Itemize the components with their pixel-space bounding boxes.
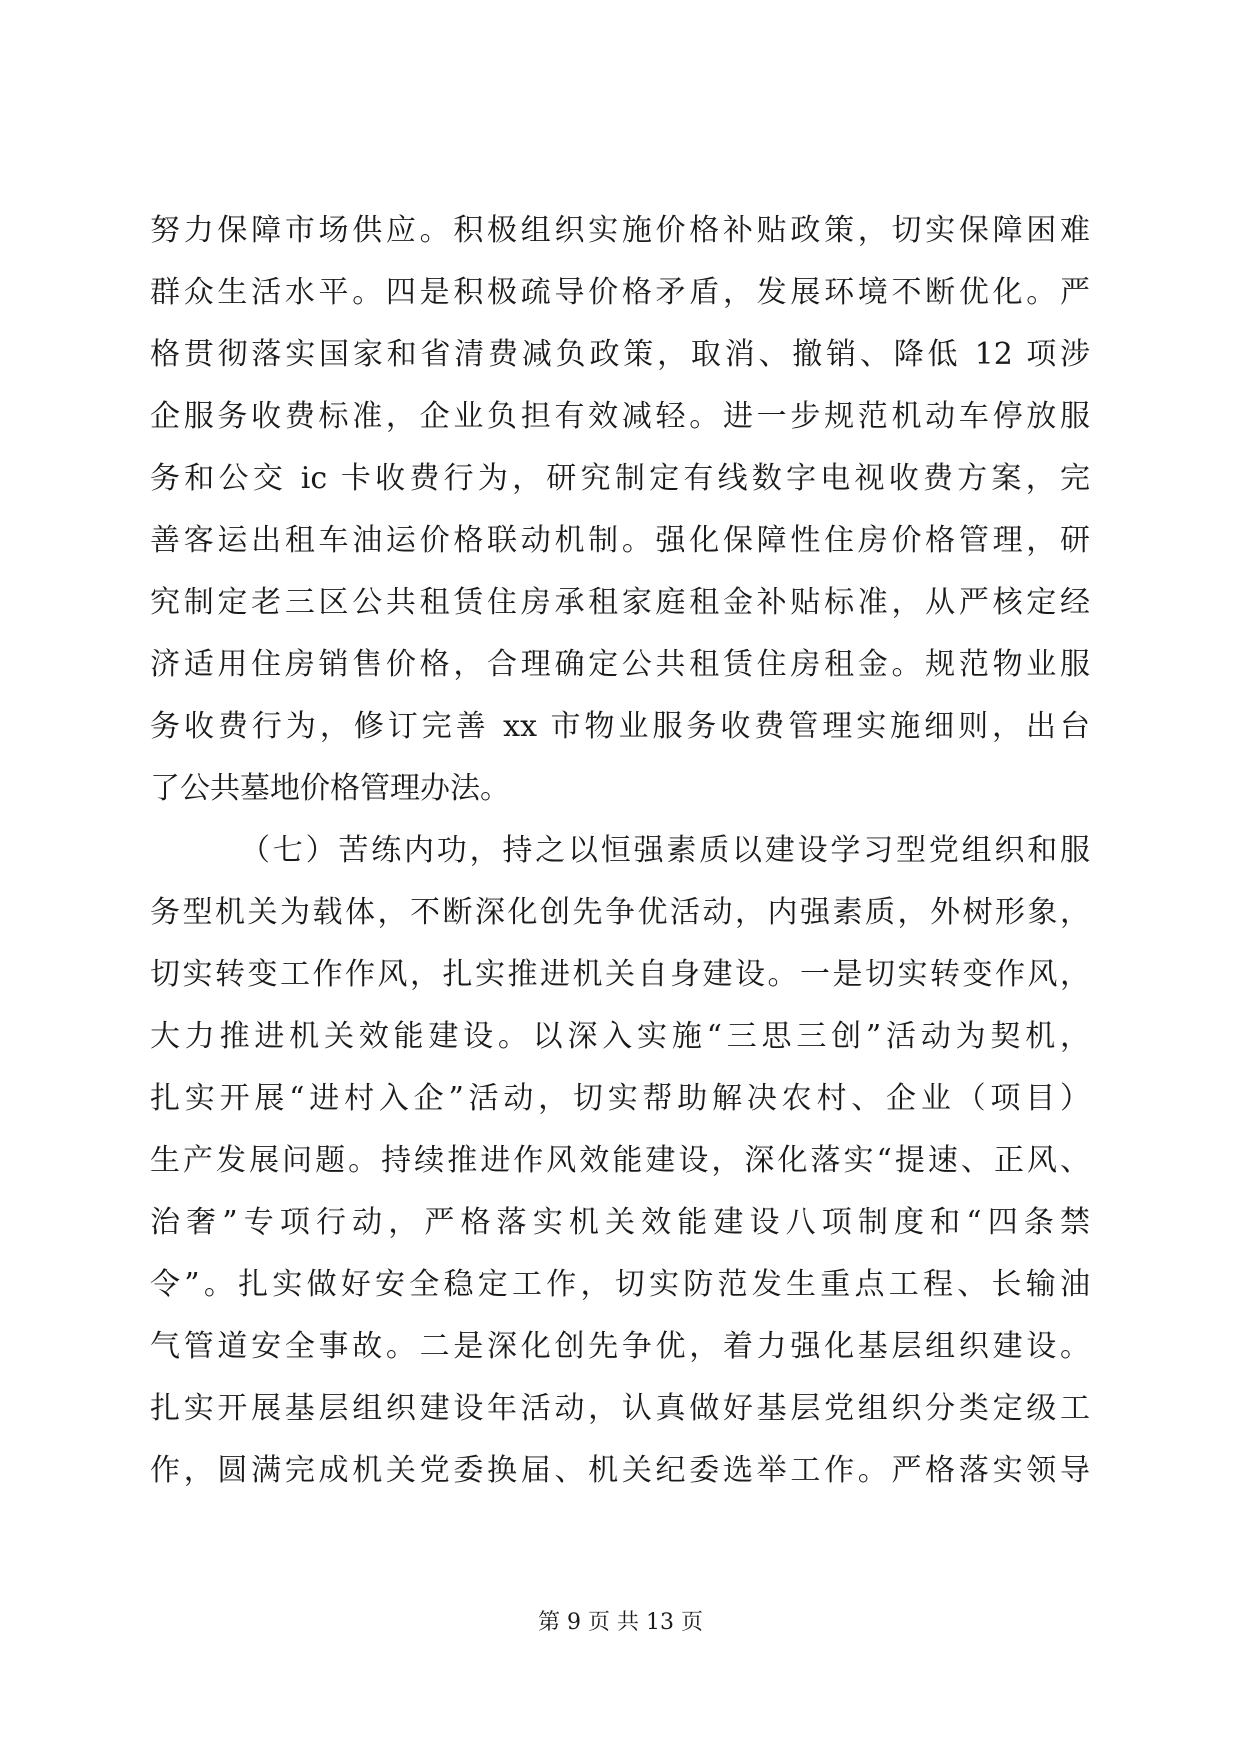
text-line: 济适用住房销售价格，合理确定公共租赁住房租金。规范物业服 [150, 647, 1090, 682]
text-line: 努力保障市场供应。积极组织实施价格补贴政策，切实保障困难 [150, 213, 1090, 248]
text-line: 究制定老三区公共租赁住房承租家庭租金补贴标准，从严核定经 [150, 585, 1090, 620]
text-line: 气管道安全事故。二是深化创先争优，着力强化基层组织建设。 [150, 1329, 1090, 1364]
text-line: 扎实开展“进村入企”活动，切实帮助解决农村、企业（项目） [150, 1081, 1090, 1116]
text-line: 群众生活水平。四是积极疏导价格矛盾，发展环境不断优化。严 [150, 275, 1090, 310]
text-line: 作，圆满完成机关党委换届、机关纪委选举工作。严格落实领导 [150, 1453, 1090, 1488]
text-line: 务和公交 ic 卡收费行为，研究制定有线数字电视收费方案，完 [150, 461, 1090, 496]
text-line: 大力推进机关效能建设。以深入实施“三思三创”活动为契机， [150, 1019, 1090, 1054]
text-line: 扎实开展基层组织建设年活动，认真做好基层党组织分类定级工 [150, 1391, 1090, 1426]
text-line: 切实转变工作作风，扎实推进机关自身建设。一是切实转变作风， [150, 957, 1090, 992]
text-line: 善客运出租车油运价格联动机制。强化保障性住房价格管理，研 [150, 523, 1090, 558]
paragraph [150, 200, 1090, 820]
paragraph [150, 820, 1090, 1502]
text-line: 生产发展问题。持续推进作风效能建设，深化落实“提速、正风、 [150, 1143, 1090, 1178]
text-line: （七）苦练内功，持之以恒强素质以建设学习型党组织和服 [240, 833, 1090, 868]
text-line: 治奢”专项行动，严格落实机关效能建设八项制度和“四条禁 [150, 1205, 1090, 1240]
text-line: 格贯彻落实国家和省清费减负政策，取消、撤销、降低 12 项涉 [150, 337, 1090, 372]
text-line: 务型机关为载体，不断深化创先争优活动，内强素质，外树形象， [150, 895, 1090, 930]
body-text [150, 200, 1090, 1502]
text-line: 令”。扎实做好安全稳定工作，切实防范发生重点工程、长输油 [150, 1267, 1090, 1302]
text-line: 了公共墓地价格管理办法。 [150, 771, 510, 806]
page-number-footer: 第 9 页 共 13 页 [538, 1610, 703, 1635]
text-line: 务收费行为，修订完善 xx 市物业服务收费管理实施细则，出台 [150, 709, 1090, 744]
text-line: 企服务收费标准，企业负担有效减轻。进一步规范机动车停放服 [150, 399, 1090, 434]
